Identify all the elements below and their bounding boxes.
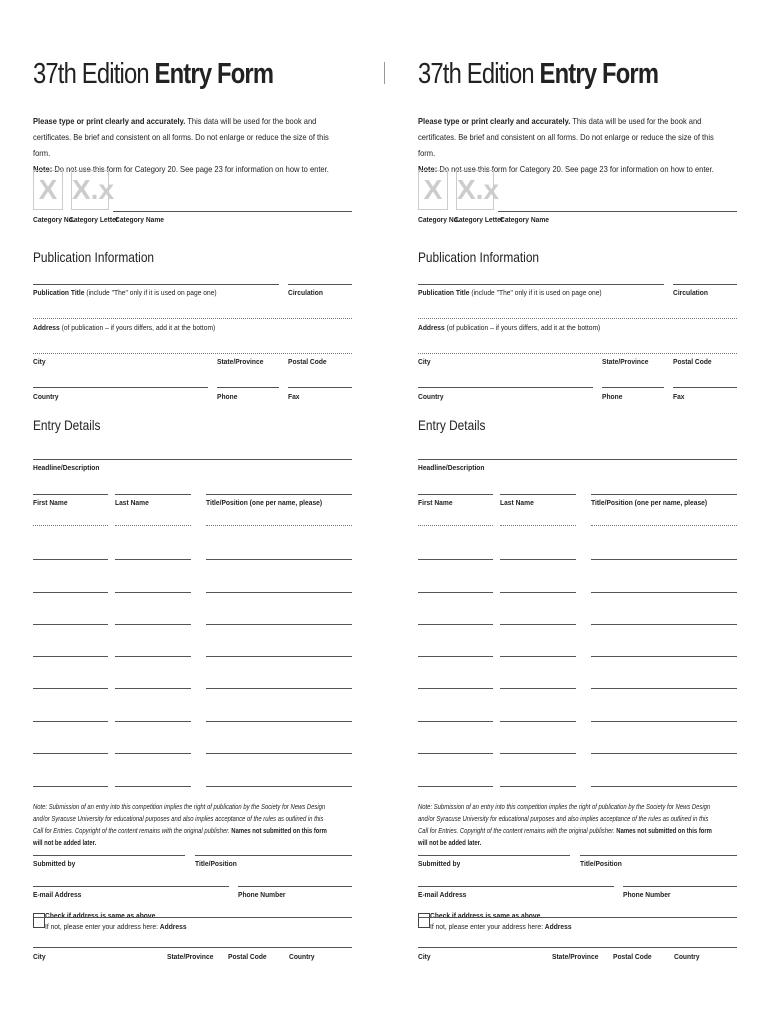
title-position-field[interactable] xyxy=(591,494,737,495)
category-letter-box[interactable]: X.x xyxy=(71,170,109,210)
title-position-row-field[interactable] xyxy=(591,624,737,625)
title-position-row-field[interactable] xyxy=(206,525,352,526)
title-position-row-field[interactable] xyxy=(206,592,352,593)
first-name-row-field[interactable] xyxy=(418,656,493,657)
email-field[interactable] xyxy=(33,886,229,887)
intro-text: Please type or print clearly and accurately. This data will be used for the book and certificates. Be brief and consistent on all forms. Do not enlarge or reduce the size of this form. Note: Do not use this form for Category 20. See page 23 for information on how to enter. xyxy=(418,116,714,174)
submitted-by-field[interactable] xyxy=(33,855,185,856)
headline-label: Headline/Description xyxy=(418,463,485,472)
submitted-by-label: Submitted by xyxy=(33,859,76,868)
last-name-row-field[interactable] xyxy=(115,559,191,560)
entry-section-heading: Entry Details xyxy=(418,417,486,433)
category-name-label: Category Name xyxy=(115,215,165,224)
category-no-label: Category No. xyxy=(418,215,460,224)
publication-title-label: Publication Title (include "The" only if it is used on page one) xyxy=(418,288,602,297)
last-name-row-field[interactable] xyxy=(500,592,576,593)
publication-section-heading: Publication Information xyxy=(33,249,155,265)
country-label: Country xyxy=(33,392,59,401)
first-name-row-field[interactable] xyxy=(418,592,493,593)
fax-field[interactable] xyxy=(673,387,737,388)
email-label: E-mail Address xyxy=(418,890,467,899)
last-name-row-field[interactable] xyxy=(500,656,576,657)
alt-postal-label: Postal Code xyxy=(613,952,652,961)
form-title: 37th Edition Entry Form xyxy=(33,58,274,90)
last-name-row-field[interactable] xyxy=(500,688,576,689)
title-position-row-field[interactable] xyxy=(206,753,352,754)
last-name-row-field[interactable] xyxy=(115,688,191,689)
submission-note: Note: Submission of an entry into this competition implies the right of publication by the Society for News Design and/or Syracuse University for educational purposes and also implies acceptance of the rules as outlined in this Call for Entries. Copyright of the content remains with the original publisher. Names not submitted on this form will not be added later. xyxy=(418,802,712,847)
address-field[interactable] xyxy=(418,318,737,319)
same-address-label: Check if address is same as above. xyxy=(430,911,543,920)
state-province-label: State/Province xyxy=(217,357,264,366)
title-position-row-field[interactable] xyxy=(591,656,737,657)
last-name-row-field[interactable] xyxy=(115,721,191,722)
title-position-row-field[interactable] xyxy=(206,656,352,657)
title-position-row-field[interactable] xyxy=(591,786,737,787)
first-name-row-field[interactable] xyxy=(418,786,493,787)
first-name-label: First Name xyxy=(33,498,68,507)
last-name-row-field[interactable] xyxy=(500,525,576,526)
headline-field[interactable] xyxy=(33,459,352,460)
first-name-row-field[interactable] xyxy=(33,624,108,625)
last-name-row-field[interactable] xyxy=(500,753,576,754)
alt-address-field[interactable] xyxy=(418,917,737,918)
phone-number-label: Phone Number xyxy=(623,890,671,899)
publication-title-field[interactable] xyxy=(418,284,664,285)
city-state-postal-field[interactable] xyxy=(33,353,352,354)
submitted-by-field[interactable] xyxy=(418,855,570,856)
alt-city-label: City xyxy=(418,952,431,961)
country-field[interactable] xyxy=(418,387,593,388)
category-no-label: Category No. xyxy=(33,215,75,224)
first-name-row-field[interactable] xyxy=(418,559,493,560)
title-position-row-field[interactable] xyxy=(591,592,737,593)
alt-address-label: If not, please enter your address here: Address xyxy=(430,922,572,931)
first-name-row-field[interactable] xyxy=(33,753,108,754)
title-position-row-field[interactable] xyxy=(591,721,737,722)
phone-number-field[interactable] xyxy=(238,886,352,887)
first-name-row-field[interactable] xyxy=(418,525,493,526)
city-label: City xyxy=(33,357,46,366)
category-number-box[interactable]: X xyxy=(33,170,63,210)
first-name-row-field[interactable] xyxy=(418,721,493,722)
category-letter-box[interactable]: X.x xyxy=(456,170,494,210)
alt-country-label: Country xyxy=(674,952,700,961)
entry-form-left xyxy=(33,0,353,1024)
last-name-field[interactable] xyxy=(115,494,191,495)
postal-code-label: Postal Code xyxy=(673,357,712,366)
column-divider xyxy=(384,62,385,84)
phone-field[interactable] xyxy=(602,387,664,388)
last-name-row-field[interactable] xyxy=(115,753,191,754)
title-position-row-field[interactable] xyxy=(591,688,737,689)
circulation-label: Circulation xyxy=(288,288,323,297)
address-label: Address (of publication – if yours differs, add it at the bottom) xyxy=(33,323,216,332)
same-address-label: Check if address is same as above. xyxy=(45,911,158,920)
last-name-row-field[interactable] xyxy=(115,592,191,593)
fax-label: Fax xyxy=(288,392,300,401)
phone-label: Phone xyxy=(602,392,623,401)
first-name-label: First Name xyxy=(418,498,453,507)
entry-section-heading: Entry Details xyxy=(33,417,101,433)
circulation-label: Circulation xyxy=(673,288,708,297)
last-name-row-field[interactable] xyxy=(115,656,191,657)
publication-section-heading: Publication Information xyxy=(418,249,540,265)
first-name-row-field[interactable] xyxy=(33,786,108,787)
first-name-field[interactable] xyxy=(418,494,493,495)
title-position-field[interactable] xyxy=(206,494,352,495)
alt-city-field[interactable] xyxy=(33,947,352,948)
alt-city-field[interactable] xyxy=(418,947,737,948)
submitted-by-label: Submitted by xyxy=(418,859,461,868)
alt-address-field[interactable] xyxy=(33,917,352,918)
same-address-checkbox[interactable] xyxy=(418,913,430,928)
first-name-row-field[interactable] xyxy=(33,721,108,722)
category-name-field[interactable] xyxy=(498,211,737,212)
phone-label: Phone xyxy=(217,392,238,401)
postal-code-label: Postal Code xyxy=(288,357,327,366)
headline-label: Headline/Description xyxy=(33,463,100,472)
phone-number-field[interactable] xyxy=(623,886,737,887)
fax-label: Fax xyxy=(673,392,685,401)
first-name-row-field[interactable] xyxy=(418,624,493,625)
intro-text: Please type or print clearly and accurately. This data will be used for the book and certificates. Be brief and consistent on all forms. Do not enlarge or reduce the size of this form. Note: Do not use this form for Category 20. See page 23 for information on how to enter. xyxy=(33,116,329,174)
last-name-row-field[interactable] xyxy=(500,721,576,722)
title-position-row-field[interactable] xyxy=(591,753,737,754)
publication-title-field[interactable] xyxy=(33,284,279,285)
title-position-row-field[interactable] xyxy=(591,525,737,526)
last-name-row-field[interactable] xyxy=(500,786,576,787)
address-field[interactable] xyxy=(33,318,352,319)
headline-field[interactable] xyxy=(418,459,737,460)
city-label: City xyxy=(418,357,431,366)
first-name-row-field[interactable] xyxy=(33,592,108,593)
alt-state-label: State/Province xyxy=(167,952,214,961)
last-name-row-field[interactable] xyxy=(500,559,576,560)
submission-note: Note: Submission of an entry into this competition implies the right of publication by the Society for News Design and/or Syracuse University for educational purposes and also implies acceptance of the rules as outlined in this Call for Entries. Copyright of the content remains with the original publisher. Names not submitted on this form will not be added later. xyxy=(33,802,327,847)
last-name-label: Last Name xyxy=(500,498,534,507)
email-field[interactable] xyxy=(418,886,614,887)
alt-state-label: State/Province xyxy=(552,952,599,961)
phone-field[interactable] xyxy=(217,387,279,388)
title-position-row-field[interactable] xyxy=(591,559,737,560)
first-name-row-field[interactable] xyxy=(33,559,108,560)
title-position-label: Title/Position (one per name, please) xyxy=(591,498,708,507)
city-state-postal-field[interactable] xyxy=(418,353,737,354)
first-name-row-field[interactable] xyxy=(33,525,108,526)
address-label: Address (of publication – if yours differs, add it at the bottom) xyxy=(418,323,601,332)
alt-country-label: Country xyxy=(289,952,315,961)
fax-field[interactable] xyxy=(288,387,352,388)
title-position-row-field[interactable] xyxy=(206,624,352,625)
same-address-checkbox[interactable] xyxy=(33,913,45,928)
country-label: Country xyxy=(418,392,444,401)
last-name-row-field[interactable] xyxy=(500,624,576,625)
category-number-box[interactable]: X xyxy=(418,170,448,210)
submitter-title-label: Title/Position xyxy=(580,859,622,868)
first-name-field[interactable] xyxy=(33,494,108,495)
title-position-row-field[interactable] xyxy=(206,688,352,689)
last-name-row-field[interactable] xyxy=(115,624,191,625)
title-position-row-field[interactable] xyxy=(206,786,352,787)
state-province-label: State/Province xyxy=(602,357,649,366)
last-name-row-field[interactable] xyxy=(115,525,191,526)
alt-postal-label: Postal Code xyxy=(228,952,267,961)
category-name-field[interactable] xyxy=(113,211,352,212)
email-label: E-mail Address xyxy=(33,890,82,899)
alt-city-label: City xyxy=(33,952,46,961)
alt-address-label: If not, please enter your address here: Address xyxy=(45,922,187,931)
submitter-title-field[interactable] xyxy=(580,855,737,856)
first-name-row-field[interactable] xyxy=(418,753,493,754)
first-name-row-field[interactable] xyxy=(33,688,108,689)
circulation-field[interactable] xyxy=(288,284,352,285)
title-position-row-field[interactable] xyxy=(206,721,352,722)
last-name-row-field[interactable] xyxy=(115,786,191,787)
submitter-title-label: Title/Position xyxy=(195,859,237,868)
entry-form-right xyxy=(418,0,738,1024)
form-title: 37th Edition Entry Form xyxy=(418,58,659,90)
first-name-row-field[interactable] xyxy=(33,656,108,657)
title-position-row-field[interactable] xyxy=(206,559,352,560)
publication-title-label: Publication Title (include "The" only if it is used on page one) xyxy=(33,288,217,297)
category-letter-label: Category Letter xyxy=(69,215,119,224)
circulation-field[interactable] xyxy=(673,284,737,285)
country-field[interactable] xyxy=(33,387,208,388)
submitter-title-field[interactable] xyxy=(195,855,352,856)
category-name-label: Category Name xyxy=(500,215,550,224)
phone-number-label: Phone Number xyxy=(238,890,286,899)
first-name-row-field[interactable] xyxy=(418,688,493,689)
last-name-field[interactable] xyxy=(500,494,576,495)
title-position-label: Title/Position (one per name, please) xyxy=(206,498,323,507)
last-name-label: Last Name xyxy=(115,498,149,507)
category-letter-label: Category Letter xyxy=(454,215,504,224)
